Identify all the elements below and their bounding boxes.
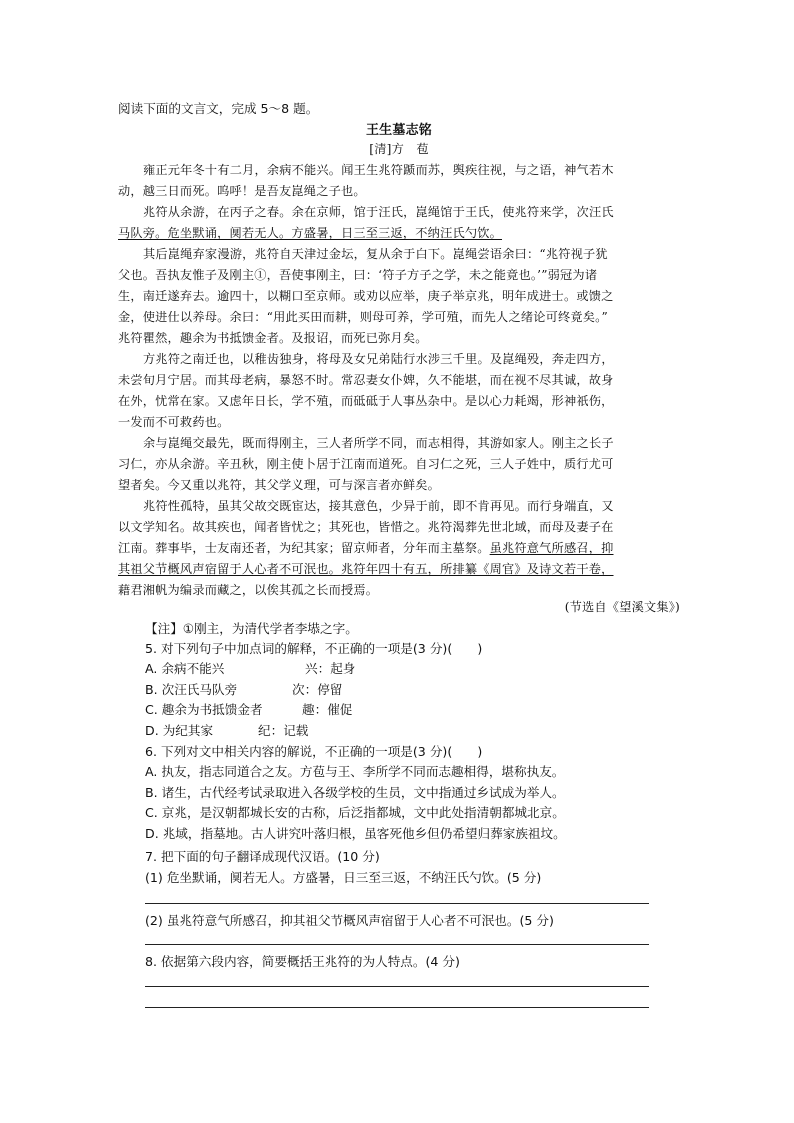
question-7 xyxy=(118,846,680,888)
option-gloss: 趣：催促 xyxy=(302,702,353,717)
answer-line-q8-2[interactable] xyxy=(145,1007,649,1008)
passage-line: 未尝旬月宁居。而其母老病，暴怒不时。常忍妻女仆婢，久不能堪，而在视不尽其诚，故身 xyxy=(118,373,614,387)
paragraph-6 xyxy=(118,496,680,601)
option-b: B. 诸生，古代经考试录取进入各级学校的生员，文中指通过乡试成为举人。 xyxy=(145,784,565,800)
option-text: D. 为纪其家 xyxy=(145,722,214,738)
option-text: A. 余病不能兴 xyxy=(145,661,225,676)
passage-line: 其后崑绳弃家漫游，兆符自天津过金坛，复从余于白下。崑绳尝语余曰：“兆符视子犹 xyxy=(143,247,608,261)
passage-line: 父也。吾执友惟子及刚主①，吾使事刚主，曰：‘符子方子之学，未之能竟也。’”弱冠为诸 xyxy=(118,268,598,282)
answer-line-q8-1[interactable] xyxy=(145,986,649,987)
option-a: A. 执友，指志同道合之友。方苞与王、李所学不同而志趣相得，堪称执友。 xyxy=(145,764,565,779)
passage-line: 望者矣。今又重以兆符，其父学义理，可与深言者亦鲜矣。 xyxy=(118,478,441,492)
question-stem: 7. 把下面的句子翻译成现代汉语。(10 分) xyxy=(145,849,380,864)
footnote: 【注】①刚主，为清代学者李塨之字。 xyxy=(145,621,358,636)
option-gloss: 次：停留 xyxy=(292,681,343,697)
passage-line: 习仁，亦从余游。辛丑秋，刚主使卜居于江南而道死。自习仁之死，三人子姓中，质行尤可 xyxy=(118,457,614,471)
passage-line: 动，越三日而死。呜呼！是吾友崑绳之子也。 xyxy=(118,184,366,198)
passage-line: 方兆符之南迁也，以稚齿独身，将母及女兄弟陆行水涉三千里。及崑绳殁，奔走四方， xyxy=(143,352,614,366)
option-d xyxy=(118,721,680,742)
passage-line: 余与崑绳交最先，既而得刚主，三人者所学不同，而志相得，其游如家人。刚主之长子 xyxy=(143,436,614,450)
option-gloss: 兴：起身 xyxy=(305,661,356,676)
paragraph-1 xyxy=(118,160,680,202)
passage-line: 藉君湘帆为编录而藏之，以俟其孤之长而授焉。 xyxy=(118,583,379,597)
underlined-sentence-start: 虽兆符意气所感召，抑 xyxy=(489,541,614,555)
underlined-sentence-end: 其祖父节概风声宿留于人心者不可泯也。兆符年四十有五，所排纂《周官》及诗文若干卷， xyxy=(118,562,614,576)
passage-line: 以文学知名。故其疾也，闻者皆忧之；其死也，皆惜之。兆符渴葬先世北域，而母及妻子在 xyxy=(118,520,614,534)
reading-instruction: 阅读下面的文言文，完成 5～8 题。 xyxy=(118,101,319,116)
question-stem: 6. 下列对文中相关内容的解说，不正确的一项是(3 分)( ) xyxy=(145,744,483,759)
passage-author: [清]方 苞 xyxy=(369,142,429,156)
option-a xyxy=(118,659,680,680)
passage-line: 生，南迁遂弃去。逾四十，以糊口至京师。或劝以应举，庚子举京兆，明年成进士。或馈之 xyxy=(118,289,614,303)
passage-line: 兆符性孤特，虽其父故交既宦达，接其意色，少异于前，即不肯再见。而行身端直，又 xyxy=(143,499,614,513)
option-text: C. 趣余为书抵馈金者 xyxy=(145,702,263,717)
question-6 xyxy=(118,741,680,844)
sentence-1: (1) 危坐默诵，阒若无人。方盛暑，日三至三返，不纳汪氏勺饮。(5 分) xyxy=(145,870,542,885)
option-gloss: 纪：记载 xyxy=(258,722,309,738)
option-b xyxy=(118,680,680,701)
passage-line-underlined: 马队旁。危坐默诵，阒若无人。方盛暑，日三至三返，不纳汪氏勺饮。 xyxy=(118,226,503,240)
paragraph-5 xyxy=(118,433,680,496)
passage-line: 一发而不可救药也。 xyxy=(118,415,230,429)
passage-line xyxy=(118,559,680,580)
sentence-2: (2) 虽兆符意气所感召，抑其祖父节概风声宿留于人心者不可泯也。(5 分) xyxy=(145,913,554,928)
passage-body xyxy=(118,160,680,601)
passage-title: 王生墓志铭 xyxy=(365,123,432,138)
passage-line xyxy=(118,538,680,559)
option-c: C. 京兆，是汉朝都城长安的古称，后泛指都城，文中此处指清朝都城北京。 xyxy=(145,805,565,820)
passage-source: (节选自《望溪文集》) xyxy=(564,600,680,614)
passage-line: 兆符瞿然，趣余为书抵馈金者。及报诏，而死已弥月矣。 xyxy=(118,331,428,345)
paragraph-3 xyxy=(118,244,680,349)
paragraph-2 xyxy=(118,202,680,244)
paragraph-4 xyxy=(118,349,680,433)
option-c xyxy=(118,700,680,721)
answer-line-q7-1[interactable] xyxy=(145,903,649,904)
option-d: D. 兆域，指墓地。古人讲究叶落归根，虽客死他乡但仍希望归葬家族祖坟。 xyxy=(145,825,566,841)
answer-line-q7-2[interactable] xyxy=(145,944,649,945)
option-text: B. 次汪氏马队旁 xyxy=(145,681,238,697)
passage-text: 江南。葬事毕，士友南还者，为纪其家；留京师者，分年而主墓祭。 xyxy=(118,541,490,555)
question-8-stem: 8. 依据第六段内容，简要概括王兆符的为人特点。(4 分) xyxy=(145,954,460,969)
question-stem: 5. 对下列句子中加点词的解释，不正确的一项是(3 分)( ) xyxy=(145,641,483,656)
question-5 xyxy=(118,638,680,741)
passage-line: 在外，忧常在家。又虑年日长，学不殖，而砥砥于人事丛杂中。是以心力耗竭，形神祇伤， xyxy=(118,394,614,408)
passage-line: 雍正元年冬十有二月，余病不能兴。闻王生兆符踬而苏，舆疾往视，与之语，神气若木 xyxy=(143,163,614,177)
passage-line: 金，使进仕以养母。余曰：“用此买田而耕，则母可养，学可殖，而先人之绪论可终竟矣。” xyxy=(118,310,608,324)
passage-line: 兆符从余游，在丙子之春。余在京师，馆于汪氏，崑绳馆于王氏，使兆符来学，次汪氏 xyxy=(143,205,614,219)
